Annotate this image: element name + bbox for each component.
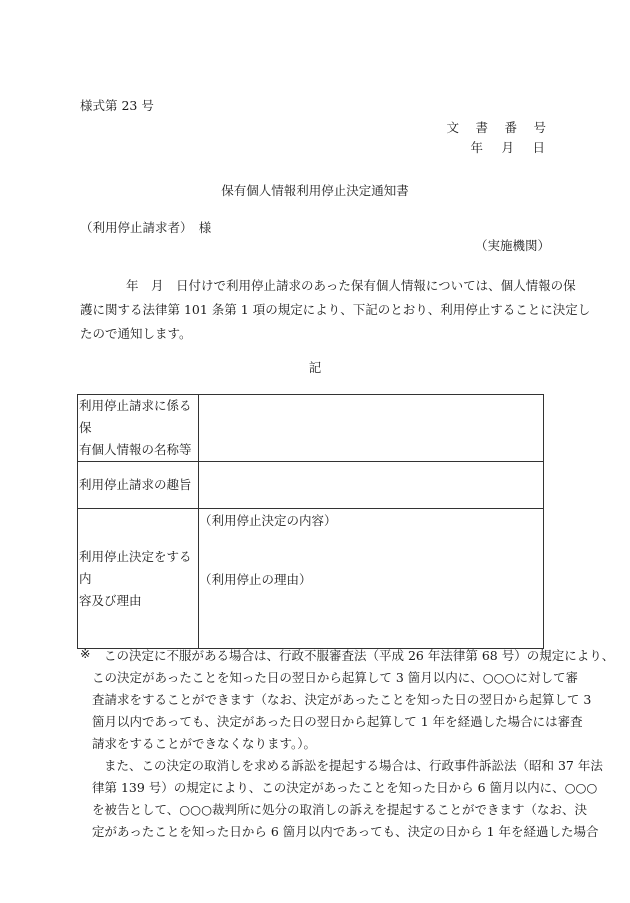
- addressee: （利用停止請求者） 様: [80, 220, 212, 235]
- row3-label-a: 利用停止決定をする内: [79, 548, 192, 586]
- table-label-cell: [78, 395, 199, 462]
- table-label-cell: [78, 462, 199, 509]
- date-line: 年 月 日: [470, 140, 548, 155]
- note2-line-2: 律第 139 号）の規定により、この決定があったことを知った日から 6 箇月以内に、○○○: [92, 780, 598, 795]
- body-line-1: 年 月 日付けで利用停止請求のあった保有個人情報については、個人情報の保: [126, 278, 576, 293]
- table-value-cell: [199, 395, 544, 462]
- note2-line-3: を被告として、○○○裁判所に処分の取消しの訴えを提起することができます（なお、決: [92, 802, 587, 817]
- issuing-agency: （実施機関）: [474, 238, 550, 253]
- row2-label: 利用停止請求の趣旨: [79, 477, 192, 492]
- decision-content-label: （利用停止決定の内容）: [199, 513, 337, 528]
- table-label-cell: [78, 509, 199, 649]
- document-number-label: 文 書 番 号: [446, 120, 548, 135]
- form-number: 様式第 23 号: [80, 98, 154, 113]
- note-line-5: 請求をすることができなくなります。）。: [92, 736, 317, 751]
- row1-label-b: 有個人情報の名称等: [79, 442, 192, 457]
- body-line-3: たので通知します。: [80, 326, 192, 341]
- note-mark: ※: [80, 646, 91, 661]
- decision-reason-label: （利用停止の理由）: [199, 572, 312, 587]
- document-title: 保有個人情報利用停止決定通知書: [221, 183, 409, 198]
- table-row: [78, 509, 544, 649]
- table-value-cell: [199, 509, 544, 649]
- row1-label-a: 利用停止請求に係る保: [79, 398, 192, 435]
- body-line-2: 護に関する法律第 101 条第 1 項の規定により、下記のとおり、利用停止することに決定し: [80, 302, 591, 317]
- note-line-2: この決定があったことを知った日の翌日から起算して 3 箇月以内に、○○○に対して審: [92, 670, 578, 685]
- table-value-cell: [199, 462, 544, 509]
- note2-line-1: また、この決定の取消しを求める訴訟を提起する場合は、行政事件訴訟法（昭和 37 年法: [104, 758, 603, 773]
- ki-heading: 記: [308, 360, 322, 375]
- note-line-4: 箇月以内であっても、決定があった日の翌日から起算して 1 年を経過した場合には審査: [92, 714, 583, 729]
- note-line-3: 査請求をすることができます（なお、決定があったことを知った日の翌日から起算して 3: [92, 692, 592, 707]
- note2-line-4: 定があったことを知った日から 6 箇月以内であっても、決定の日から 1 年を経過した場合: [92, 824, 599, 839]
- note-line-1: この決定に不服がある場合は、行政不服審査法（平成 26 年法律第 68 号）の規定により、: [104, 648, 615, 663]
- row3-label-b: 容及び理由: [79, 592, 142, 608]
- detail-table: [77, 394, 544, 649]
- table-row: [78, 395, 544, 462]
- table-row: [78, 462, 544, 509]
